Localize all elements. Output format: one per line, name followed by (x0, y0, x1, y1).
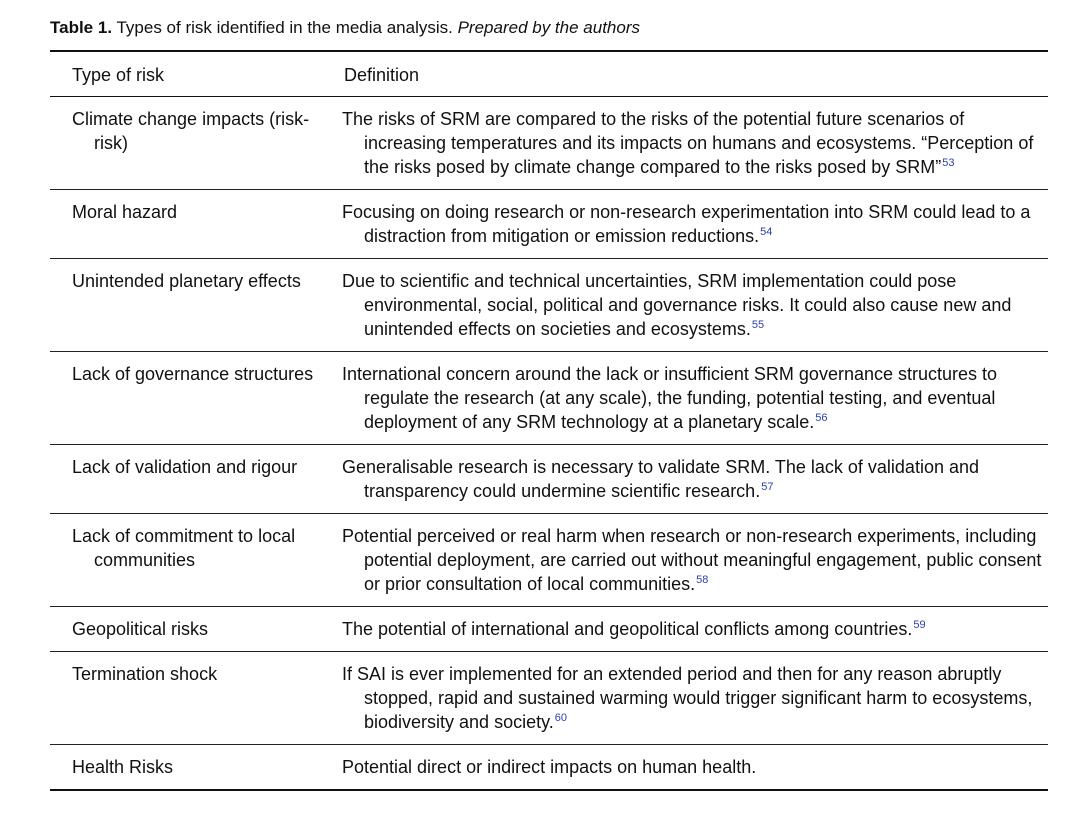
caption-source: Prepared by the authors (457, 18, 640, 37)
footnote-ref-link[interactable]: 60 (554, 712, 568, 724)
footnote-ref-link[interactable]: 55 (751, 319, 765, 331)
definition: The risks of SRM are compared to the risks of the potential future scenarios of increasing temperatures and its impacts on humans and ecosystems. “Perception of the risks posed by climate change compared to the risks posed by SRM” (342, 109, 1034, 177)
risk-type-cell (50, 352, 322, 445)
definition: The potential of international and geopolitical conflicts among countries. (342, 619, 913, 639)
definition-cell (322, 352, 1048, 445)
definition-text (342, 617, 1042, 641)
risk-type-cell (50, 445, 322, 514)
risk-type: Moral hazard (72, 202, 178, 222)
footnote-ref-link[interactable]: 58 (696, 574, 709, 586)
definition-text (342, 269, 1042, 341)
risk-types-table (50, 50, 1048, 791)
risk-type-cell (50, 259, 322, 352)
definition-text (342, 755, 1042, 779)
definition: Potential direct or indirect impacts on human health. (342, 757, 757, 777)
risk-type: Termination shock (72, 664, 218, 684)
definition-cell (322, 445, 1048, 514)
definition-text (342, 662, 1042, 734)
table-row (50, 514, 1048, 607)
footnote-ref-link[interactable]: 59 (913, 619, 926, 631)
risk-type: Health Risks (72, 757, 174, 777)
definition-cell (322, 259, 1048, 352)
risk-type: Unintended planetary effects (72, 271, 301, 291)
footnote-ref-link[interactable]: 57 (761, 481, 774, 493)
table-row (50, 745, 1048, 791)
table-header (50, 51, 1048, 97)
table-row (50, 97, 1048, 190)
risk-type: Lack of validation and rigour (72, 457, 298, 477)
definition: If SAI is ever implemented for an extended period and then for any reason abruptly stopped, rapid and sustained warming would trigger significant harm to ecosystems, biodiversity and society. (342, 664, 1033, 732)
definition: International concern around the lack or insufficient SRM governance structures to regulate the research (at any scale), the funding, potential testing, and eventual deployment of any SRM technology at a planetary scale. (342, 364, 998, 432)
table-row (50, 190, 1048, 259)
table-row (50, 607, 1048, 652)
definition-cell (322, 745, 1048, 791)
risk-type-cell (50, 97, 322, 190)
definition: Potential perceived or real harm when research or non-research experiments, including potential deployment, are carried out without meaningful engagement, public consent or prior consultation of local communities. (342, 526, 1042, 594)
footnote-ref-link[interactable]: 54 (760, 226, 773, 238)
header-type-of-risk: Type of risk (72, 65, 165, 85)
definition-text (342, 107, 1042, 179)
definition-text (342, 524, 1042, 596)
definition: Generalisable research is necessary to validate SRM. The lack of validation and transparency could undermine scientific research. (342, 457, 979, 501)
table-row (50, 352, 1048, 445)
risk-type-cell (50, 745, 322, 791)
definition-text (342, 455, 1042, 503)
risk-type-cell (50, 514, 322, 607)
table-caption (50, 16, 1048, 40)
table-body (50, 97, 1048, 791)
header-row (50, 51, 1048, 97)
footnote-ref-link[interactable]: 56 (815, 412, 828, 424)
definition-cell (322, 607, 1048, 652)
table-row (50, 259, 1048, 352)
definition: Due to scientific and technical uncertainties, SRM implementation could pose environmental, social, political and governance risks. It could also cause new and unintended effects on societies and ecosystems. (342, 271, 1012, 339)
caption-title: Types of risk identified in the media analysis. (116, 18, 453, 37)
definition-cell (322, 652, 1048, 745)
definition-cell (322, 190, 1048, 259)
risk-type: Lack of commitment to local communities (72, 526, 296, 570)
caption-label: Table 1. (50, 18, 113, 37)
header-definition: Definition (344, 65, 420, 85)
risk-type-cell (50, 607, 322, 652)
risk-type: Geopolitical risks (72, 619, 209, 639)
definition-text (342, 362, 1042, 434)
risk-type: Lack of governance structures (72, 364, 314, 384)
table-row (50, 652, 1048, 745)
footnote-ref-link[interactable]: 53 (942, 157, 955, 169)
definition-cell (322, 97, 1048, 190)
risk-type: Climate change impacts (risk-risk) (72, 109, 310, 153)
definition-cell (322, 514, 1048, 607)
risk-type-cell (50, 190, 322, 259)
risk-type-cell (50, 652, 322, 745)
table-row (50, 445, 1048, 514)
definition: Focusing on doing research or non-research experimentation into SRM could lead to a distraction from mitigation or emission reductions. (342, 202, 1031, 246)
definition-text (342, 200, 1042, 248)
